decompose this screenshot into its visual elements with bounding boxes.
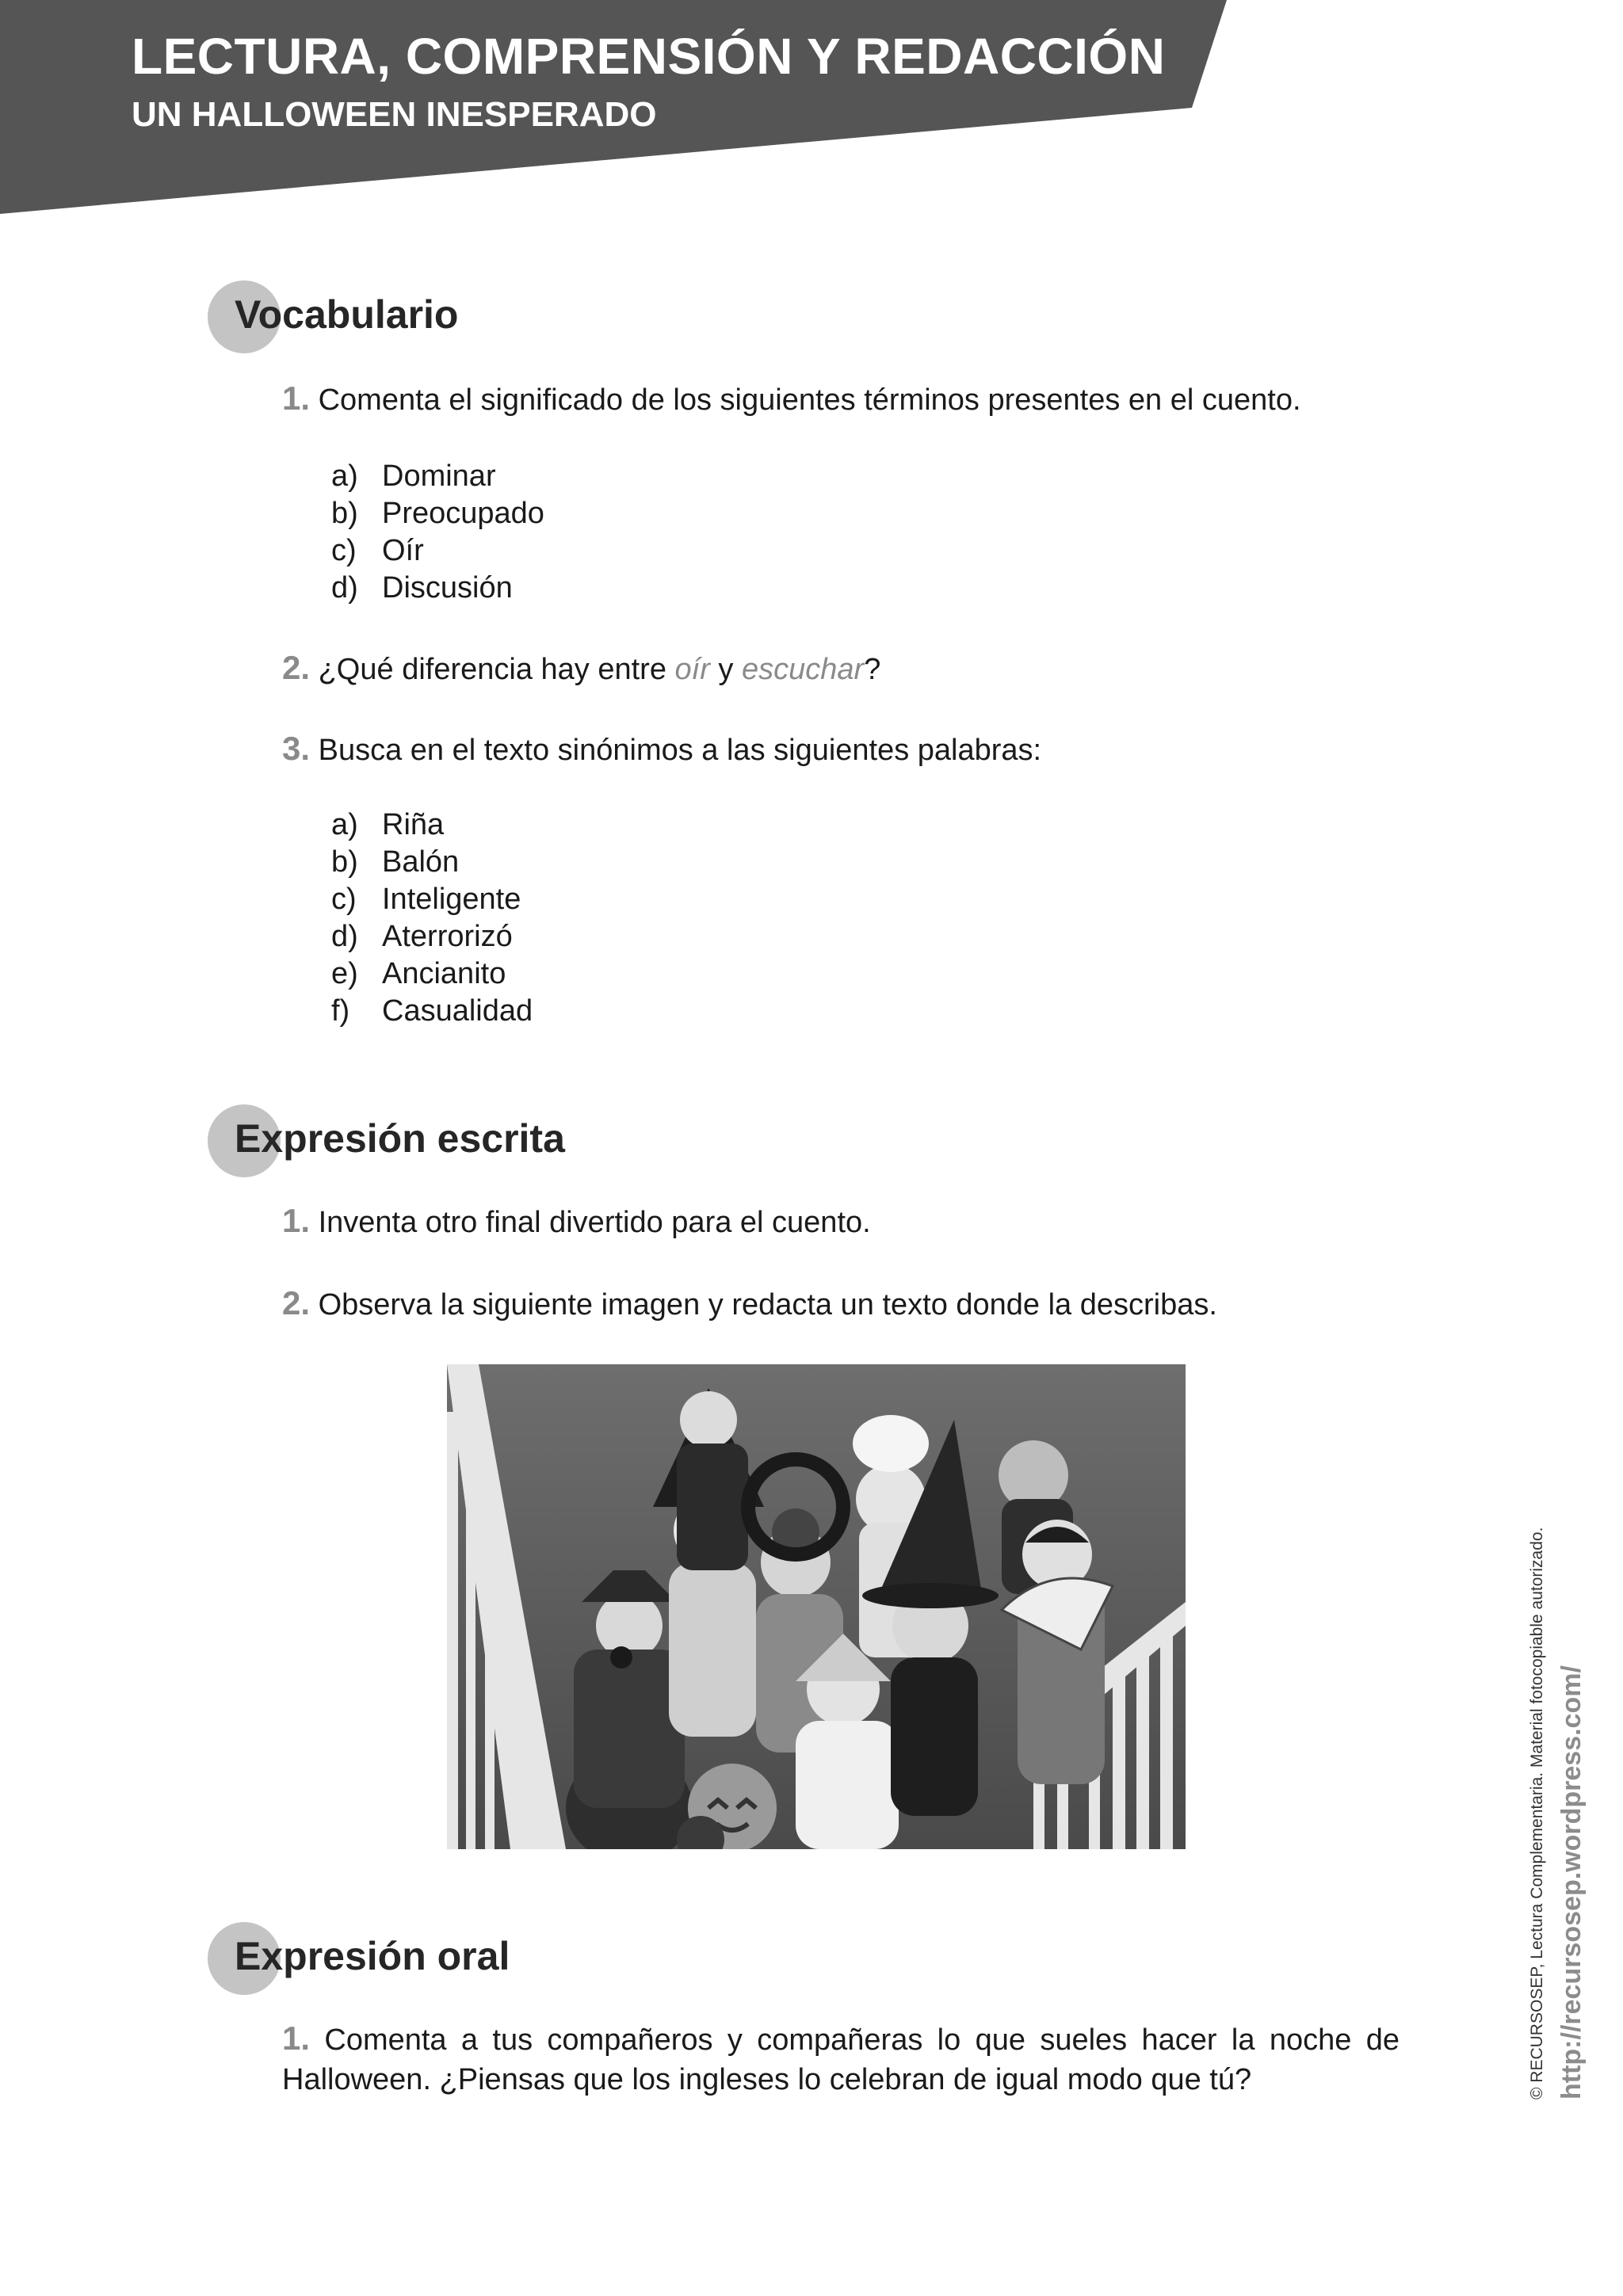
page-subtitle: UN HALLOWEEN INESPERADO [132, 95, 657, 134]
question-number: 1. [282, 1202, 311, 1239]
page-title: LECTURA, COMPRENSIÓN Y REDACCIÓN [132, 28, 1166, 85]
list-item: a) Dominar [331, 460, 496, 493]
section-vocabulario [208, 280, 1396, 357]
photo-illustration [447, 1364, 1186, 1849]
section-heading: Expresión oral [235, 1934, 510, 1978]
halloween-children-photo [447, 1364, 1186, 1849]
website-url: http://recursosep.wordpress.com/ [1556, 1665, 1587, 2100]
section-heading: Vocabulario [235, 292, 459, 337]
question-2 [282, 1283, 1407, 1325]
question-text: Observa la siguiente imagen y redacta un texto donde la describas. [318, 1288, 1217, 1322]
question-text: Busca en el texto sinónimos a las siguientes palabras: [318, 734, 1042, 767]
question-1 [282, 379, 1407, 420]
question-3 [282, 729, 1407, 770]
question-number: 1. [282, 2019, 311, 2057]
option-list [331, 458, 544, 607]
section-expresion-oral [208, 1922, 1396, 1998]
option-list [331, 807, 533, 1030]
question-text: Inventa otro final divertido para el cuento. [318, 1206, 871, 1239]
copyright-note: © RECURSOSEP, Lectura Complementaria. Material fotocopiable autorizado. [1528, 1527, 1546, 2100]
question-text: Comenta el significado de los siguientes términos presentes en el cuento. [318, 383, 1301, 417]
list-item: c) Oír [331, 534, 424, 567]
question-2: 2. ¿Qué diferencia hay entre oír y escuchar? [282, 649, 881, 686]
side-credit [1528, 990, 1615, 2100]
question-number: 1. [282, 379, 311, 417]
list-item: b) Preocupado [331, 497, 544, 530]
question-text: Comenta a tus compañeros y compañeras lo que sueles hacer la noche de Halloween. ¿Piensas que los ingleses lo celebran de igual modo que tú? [282, 2023, 1400, 2096]
list-item: e) Ancianito [331, 957, 506, 990]
list-item: a) Riña [331, 808, 445, 841]
section-heading: Expresión escrita [235, 1116, 565, 1161]
question-number: 2. [282, 1284, 311, 1322]
question-number: 3. [282, 730, 311, 767]
list-item: d) Aterrorizó [331, 920, 513, 953]
header-banner [0, 0, 1236, 218]
highlight-term: escuchar [742, 653, 865, 686]
question-1 [282, 2019, 1400, 2100]
highlight-term: oír [674, 653, 710, 686]
list-item: f) Casualidad [331, 994, 533, 1028]
list-item: d) Discusión [331, 571, 513, 605]
list-item: b) Balón [331, 845, 460, 879]
section-expresion-escrita [208, 1104, 1396, 1180]
question-1 [282, 1201, 1407, 1242]
list-item: c) Inteligente [331, 883, 521, 916]
question-number: 2. [282, 649, 311, 686]
